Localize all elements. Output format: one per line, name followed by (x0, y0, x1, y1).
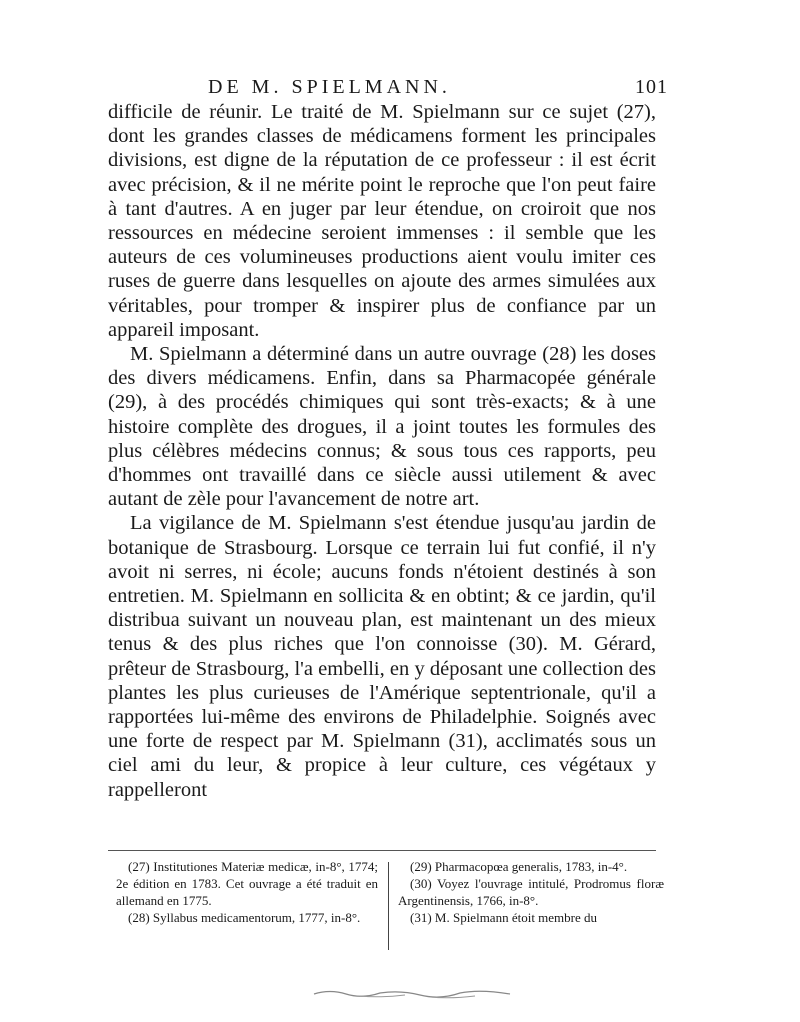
paragraph: difficile de réunir. Le traité de M. Spielmann sur ce sujet (27), dont les grandes classes de médicamens forment les principales divisions, est digne de la réputation de ce professeur : il est écrit avec précision, & il ne mérite point le reproche que l'on peut faire à tant d'autres. A en juger par leur étendue, on croiroit que nos ressources en médecine seroient immenses : il semble que les auteurs de ces volumineuses productions aient voulu imiter ces ruses de guerre dans lesquelles on ajoute des armes simulées aux véritables, pour tromper & inspirer plus de confiance par un appareil imposant. (108, 101, 656, 341)
footnote: (29) Pharmacopœa generalis, 1783, in-4°. (410, 859, 628, 874)
paragraph: M. Spielmann a déterminé dans un autre ouvrage (28) les doses des divers médicamens. Enfin, dans sa Pharmacopée générale (29), à des procédés chimiques qui sont très-exacts; & à une histoire complète des drogues, il a joint toutes les formules des plus célèbres médecins connus; & sous tous ces rapports, peu d'hommes ont travaillé dans ce siècle aussi utilement & avec autant de zèle pour l'avancement de notre art. (108, 343, 656, 511)
page-number: 101 (635, 76, 668, 98)
footnote: (27) Institutiones Materiæ medicæ, in-8°, 1774; 2e édition en 1783. Cet ouvrage a été traduit en allemand en 1775. (116, 859, 378, 908)
running-header (150, 76, 670, 102)
signature-mark (310, 985, 520, 1001)
footnote-divider (108, 850, 656, 851)
footnotes-right-column (398, 858, 664, 926)
footnotes-left-column (116, 858, 378, 926)
footnotes (116, 858, 664, 958)
footnote: (30) Voyez l'ouvrage intitulé, Prodromus floræ Argentinensis, 1766, in-8°. (398, 876, 664, 908)
footnote: (31) M. Spielmann étoit membre du (410, 910, 598, 925)
main-text (108, 100, 656, 802)
footnote: (28) Syllabus medicamentorum, 1777, in-8°. (128, 910, 361, 925)
running-title: DE M. SPIELMANN. (208, 76, 451, 98)
paragraph: La vigilance de M. Spielmann s'est étendue jusqu'au jardin de botanique de Strasbourg. Lorsque ce terrain lui fut confié, il n'y avoit ni serres, ni école; aucuns fonds n'étoient destinés à son entretien. M. Spielmann en sollicita & en obtint; & ce jardin, qu'il distribua suivant un nouveau plan, est maintenant un des mieux tenus & des plus riches que l'on connoisse (30). M. Gérard, prêteur de Strasbourg, l'a embelli, en y déposant une collection des plantes les plus curieuses de l'Amérique septentrionale, qu'il a rapportées lui-même des environs de Philadelphie. Soignés avec une forte de respect par M. Spielmann (31), acclimatés sous un ciel ami du leur, & propice à leur culture, ces végétaux y rappelleront (108, 512, 656, 801)
column-separator (388, 862, 389, 950)
